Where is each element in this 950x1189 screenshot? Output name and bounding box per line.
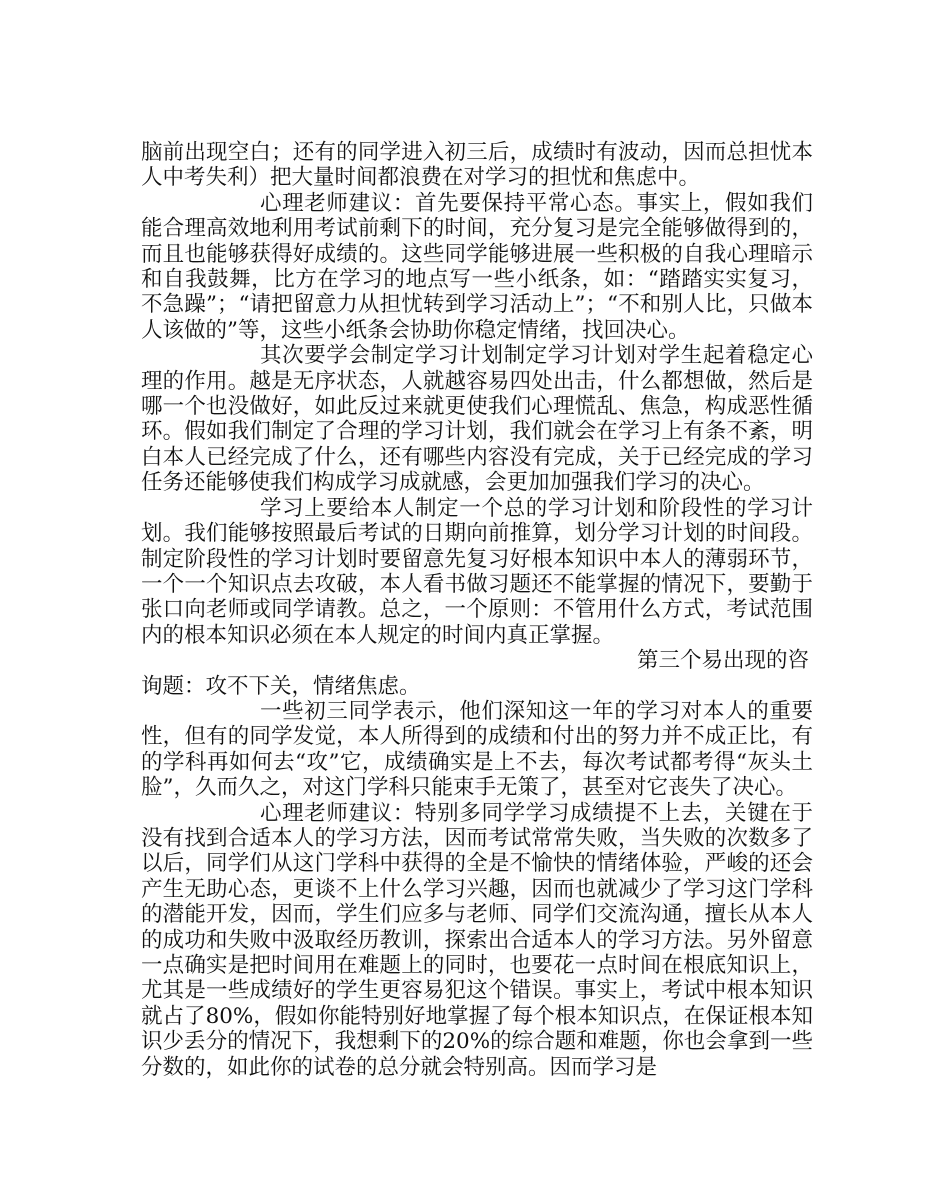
paragraph-1: 脑前出现空白；还有的同学进入初三后，成绩时有波动，因而总担忧本人中考失利）把大量时间都浪费在对学习的担忧和焦虑中。	[141, 140, 813, 191]
paragraph-5: 一些初三同学表示，他们深知这一年的学习对本人的重要性，但有的同学发觉，本人所得到的成绩和付出的努力并不成正比，有的学科再如何去“攻”它，成绩确实是上不去，每次考试都考得“灰头土脸”，久而久之，对这门学科只能束手无策了，甚至对它丧失了决心。	[141, 698, 813, 801]
paragraph-4: 学习上要给本人制定一个总的学习计划和阶段性的学习计划。我们能够按照最后考试的日期向前推算，划分学习计划的时间段。制定阶段性的学习计划时要留意先复习好根本知识中本人的薄弱环节，一个一个知识点去攻破，本人看书做习题还不能掌握的情况下，要勤于张口向老师或同学请教。总之，一个原则：不管用什么方式，考试范围内的根本知识必须在本人规定的时间内真正掌握。	[141, 495, 813, 648]
document-body	[141, 140, 813, 1080]
section-heading-line-1: 第三个易出现的咨	[636, 648, 809, 674]
paragraph-3: 其次要学会制定学习计划制定学习计划对学生起着稳定心理的作用。越是无序状态，人就越容易四处出击，什么都想做，然后是哪一个也没做好，如此反过来就更使我们心理慌乱、焦急，构成恶性循环。假如我们制定了合理的学习计划，我们就会在学习上有条不紊，明白本人已经完成了什么，还有哪些内容没有完成，关于已经完成的学习任务还能够使我们构成学习成就感，会更加加强我们学习的决心。	[141, 343, 813, 496]
paragraph-2: 心理老师建议：首先要保持平常心态。事实上，假如我们能合理高效地利用考试前剩下的时间，充分复习是完全能够做得到的，而且也能够获得好成绩的。这些同学能够进展一些积极的自我心理暗示和自我鼓舞，比方在学习的地点写一些小纸条，如：“踏踏实实复习，不急躁”；“请把留意力从担忧转到学习活动上”；“不和别人比，只做本人该做的”等，这些小纸条会协助你稳定情绪，找回决心。	[141, 190, 813, 343]
paragraph-6: 心理老师建议：特别多同学学习成绩提不上去，关键在于没有找到合适本人的学习方法，因而考试常常失败，当失败的次数多了以后，同学们从这门学科中获得的全是不愉快的情绪体验，严峻的还会产生无助心态，更谈不上什么学习兴趣，因而也就减少了学习这门学科的潜能开发，因而，学生们应多与老师、同学们交流沟通，擅长从本人的成功和失败中汲取经历教训，探索出合适本人的学习方法。另外留意一点确实是把时间用在难题上的同时，也要花一点时间在根底知识上，尤其是一些成绩好的学生更容易犯这个错误。事实上，考试中根本知识就占了80%，假如你能特别好地掌握了每个根本知识点，在保证根本知识少丢分的情况下，我想剩下的20%的综合题和难题，你也会拿到一些分数的，如此你的试卷的总分就会特别高。因而学习是	[141, 800, 813, 1080]
section-heading-line-2: 询题：攻不下关，情绪焦虑。	[141, 673, 421, 699]
